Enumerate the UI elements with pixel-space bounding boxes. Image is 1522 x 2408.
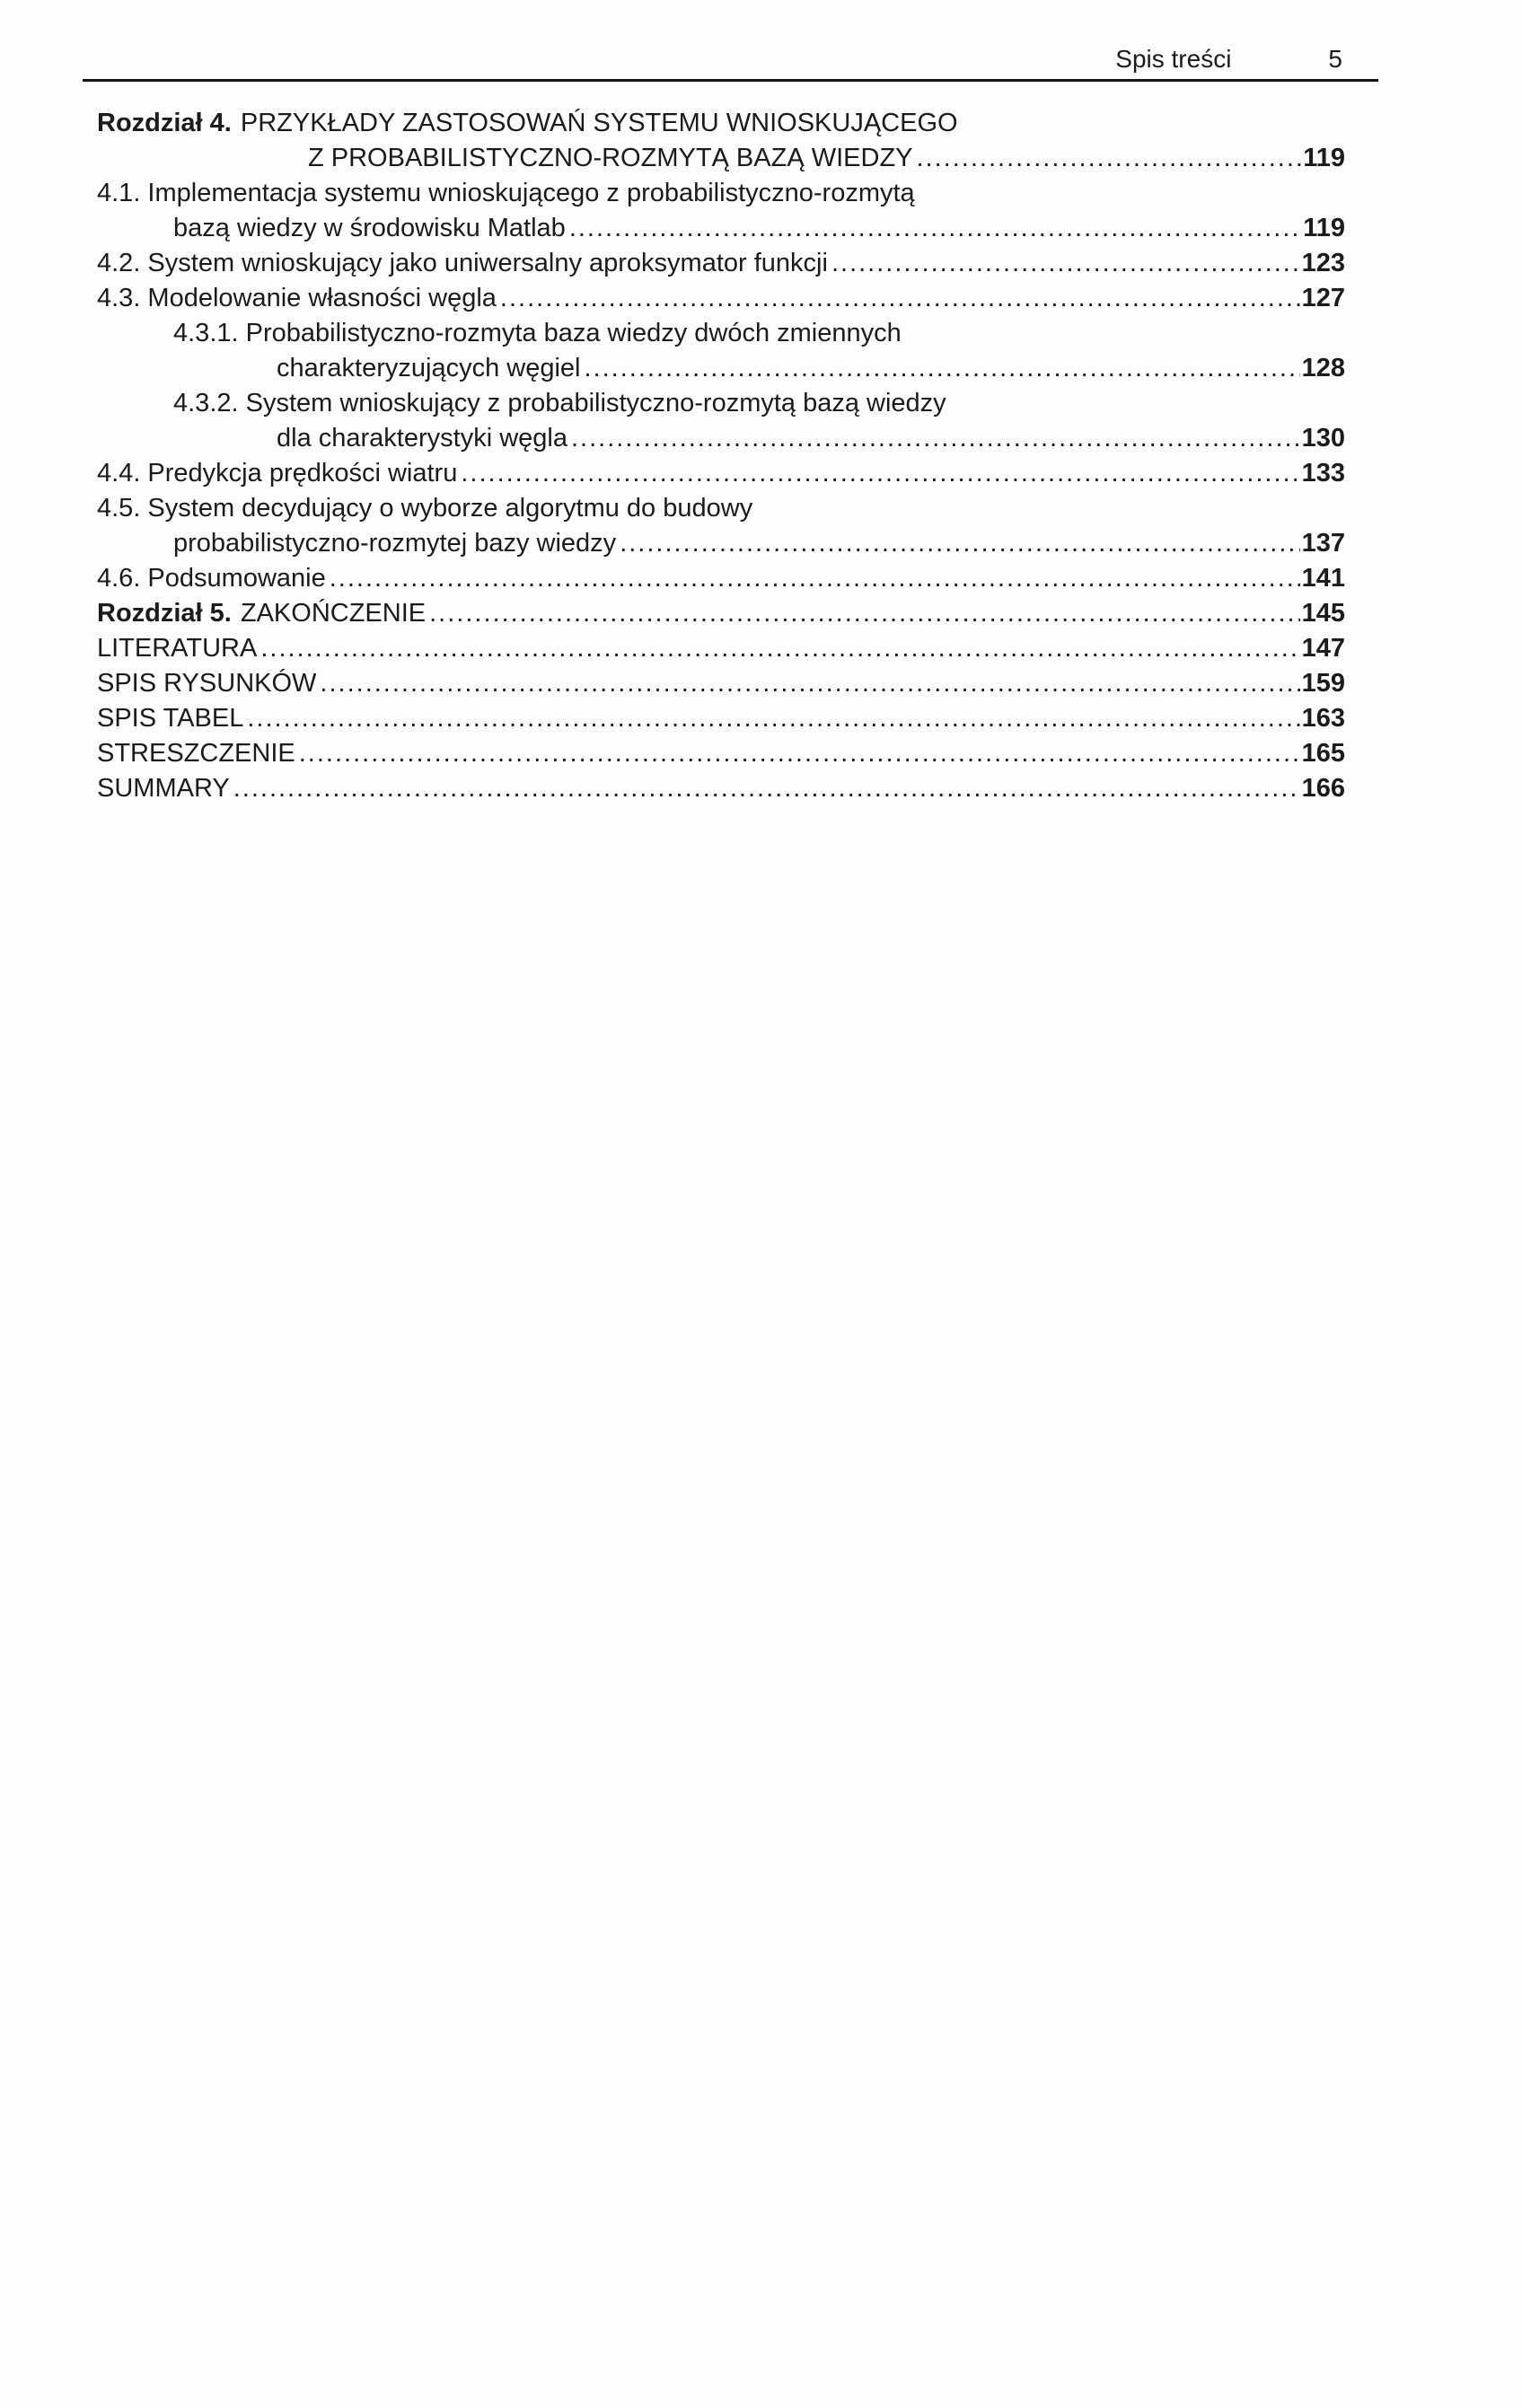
- toc-row: [97, 666, 1345, 701]
- toc-chapter-label: Rozdział 5.: [97, 599, 232, 628]
- toc-row: [97, 596, 1345, 631]
- toc-page-number: 165: [1301, 739, 1345, 768]
- toc-row: [97, 386, 1345, 421]
- toc-row: [97, 526, 1345, 561]
- toc-row-text: dla charakterystyki węgla: [277, 424, 567, 453]
- header-title: Spis treści: [1115, 45, 1232, 73]
- dot-leader: [299, 736, 1300, 771]
- toc-row-text: Z PROBABILISTYCZNO-ROZMYTĄ BAZĄ WIEDZY: [308, 144, 913, 172]
- toc: [97, 106, 1345, 806]
- dot-leader: [429, 596, 1300, 631]
- header-rule: [83, 79, 1378, 82]
- toc-row: [97, 701, 1345, 736]
- toc-row: [97, 246, 1345, 281]
- dot-leader: [247, 701, 1299, 736]
- toc-page-number: 127: [1301, 284, 1345, 312]
- toc-page-number: 119: [1303, 144, 1345, 172]
- toc-page-number: 130: [1301, 424, 1345, 453]
- toc-row: [97, 771, 1345, 806]
- toc-row: [97, 491, 1345, 526]
- toc-row-text: 4.1. Implementacja systemu wnioskującego z probabilistyczno-rozmytą: [97, 179, 915, 207]
- toc-row-text: SPIS TABEL: [97, 704, 244, 733]
- toc-row: [97, 141, 1345, 176]
- dot-leader: [620, 526, 1299, 561]
- toc-row: [97, 176, 1345, 211]
- toc-row: [97, 736, 1345, 771]
- dot-leader: [831, 246, 1300, 281]
- toc-row: [97, 631, 1345, 666]
- toc-row-text: PRZYKŁADY ZASTOSOWAŃ SYSTEMU WNIOSKUJĄCEGO: [240, 109, 958, 137]
- toc-row-text: ZAKOŃCZENIE: [240, 599, 427, 628]
- toc-row-text: 4.3. Modelowanie własności węgla: [97, 284, 497, 312]
- toc-row-text: SPIS RYSUNKÓW: [97, 669, 317, 698]
- toc-row-text: charakteryzujących węgiel: [277, 354, 581, 382]
- dot-leader: [584, 351, 1299, 386]
- toc-row: [97, 351, 1345, 386]
- toc-row: [97, 281, 1345, 316]
- dot-leader: [461, 456, 1299, 491]
- toc-row-text: STRESZCZENIE: [97, 739, 295, 768]
- toc-row: [97, 211, 1345, 246]
- toc-row-text: bazą wiedzy w środowisku Matlab: [173, 214, 566, 242]
- toc-row: [97, 456, 1345, 491]
- dot-leader: [917, 141, 1302, 176]
- dot-leader: [500, 281, 1300, 316]
- toc-row: [97, 561, 1345, 596]
- toc-row: [97, 316, 1345, 351]
- toc-page-number: 123: [1301, 249, 1345, 277]
- toc-row-text: 4.3.1. Probabilistyczno-rozmyta baza wiedzy dwóch zmiennych: [173, 319, 902, 347]
- toc-row-text: 4.6. Podsumowanie: [97, 564, 326, 593]
- toc-row-text: 4.2. System wnioskujący jako uniwersalny aproksymator funkcji: [97, 249, 828, 277]
- toc-row-text: SUMMARY: [97, 774, 230, 803]
- toc-chapter-label: Rozdział 4.: [97, 109, 232, 137]
- toc-row: [97, 106, 1345, 141]
- toc-page-number: 147: [1301, 634, 1345, 663]
- dot-leader: [260, 631, 1299, 666]
- toc-row-text: probabilistyczno-rozmytej bazy wiedzy: [173, 529, 617, 558]
- toc-page-number: 163: [1301, 704, 1345, 733]
- toc-row-text: 4.3.2. System wnioskujący z probabilistyczno-rozmytą bazą wiedzy: [173, 389, 946, 417]
- toc-row: [97, 421, 1345, 456]
- toc-row-text: 4.4. Predykcja prędkości wiatru: [97, 459, 458, 488]
- toc-row-text: 4.5. System decydujący o wyborze algorytmu do budowy: [97, 494, 753, 523]
- toc-row-text: LITERATURA: [97, 634, 258, 663]
- toc-page-number: 133: [1301, 459, 1345, 488]
- dot-leader: [330, 561, 1300, 596]
- page-header: [83, 45, 1378, 74]
- toc-page-number: 119: [1303, 214, 1345, 242]
- dot-leader: [233, 771, 1300, 806]
- header-page-number: 5: [1328, 45, 1342, 73]
- toc-page-number: 166: [1301, 774, 1345, 803]
- toc-page-number: 128: [1301, 354, 1345, 382]
- toc-page-number: 145: [1301, 599, 1345, 628]
- toc-page-number: 137: [1301, 529, 1345, 558]
- toc-page-number: 159: [1301, 669, 1345, 698]
- dot-leader: [569, 211, 1301, 246]
- dot-leader: [320, 666, 1299, 701]
- dot-leader: [571, 421, 1300, 456]
- toc-page-number: 141: [1301, 564, 1345, 593]
